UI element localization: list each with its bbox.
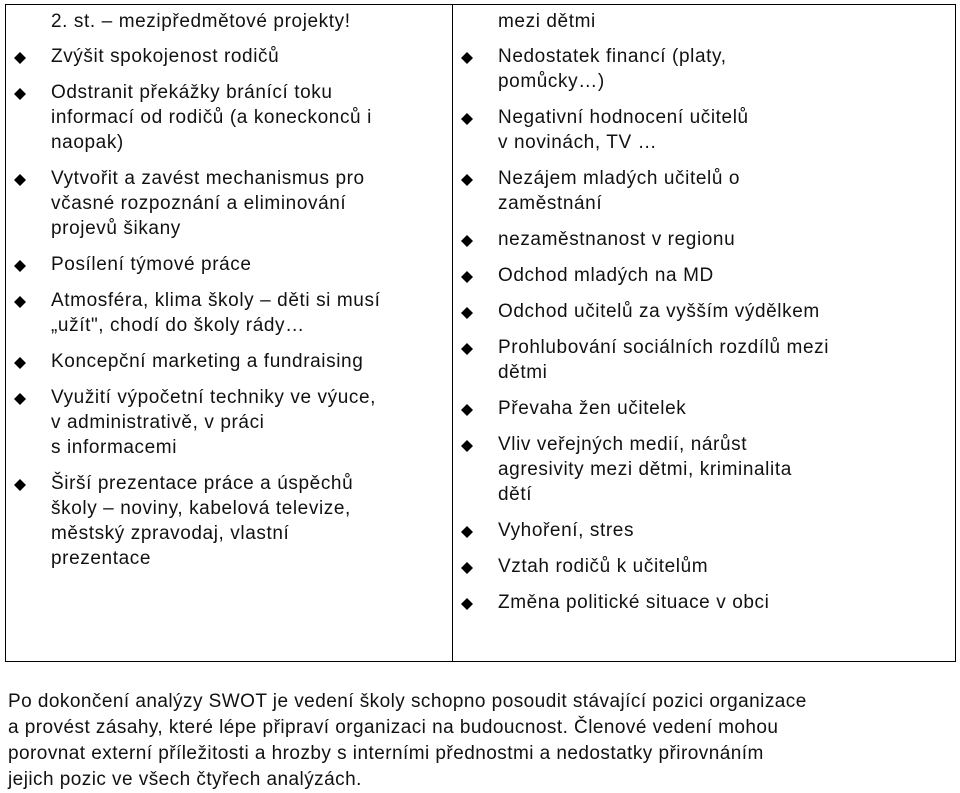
diamond-bullet-icon [461, 307, 473, 319]
threats-column [453, 5, 955, 661]
list-item-text: Odchod mladých na MD [498, 265, 714, 286]
list-item-text: Převaha žen učitelek [498, 398, 687, 419]
strengths-column [6, 5, 453, 661]
diamond-bullet-icon [14, 88, 26, 100]
list-item [498, 396, 947, 421]
summary-line: a provést zásahy, které lépe připraví organizaci na budoucnost. Členové vedení mohou [8, 717, 779, 738]
left-column-heading: 2. st. – mezipředmětové projekty! [51, 11, 351, 32]
diamond-bullet-icon [461, 598, 473, 610]
list-item [51, 288, 444, 338]
diamond-bullet-icon [14, 393, 26, 405]
summary-line: porovnat externí příležitosti a hrozby s interními přednostmi a nedostatky přirovnáním [8, 743, 764, 764]
list-item [51, 166, 444, 241]
diamond-bullet-icon [461, 343, 473, 355]
list-item [498, 44, 947, 94]
list-item-text: Vztah rodičů k učitelům [498, 556, 709, 577]
list-item-text: Negativní hodnocení učitelů v novinách, TV … [498, 107, 749, 153]
list-item [498, 518, 947, 543]
list-item-text: Nezájem mladých učitelů o zaměstnání [498, 168, 741, 214]
list-item [51, 44, 444, 69]
diamond-bullet-icon [14, 296, 26, 308]
list-item [498, 335, 947, 385]
list-item-text: Atmosféra, klima školy – děti si musí „užít", chodí do školy rády… [51, 290, 381, 336]
list-item-text: Odchod učitelů za vyšším výdělkem [498, 301, 820, 322]
diamond-bullet-icon [14, 174, 26, 186]
list-item-text: Využití výpočetní techniky ve výuce, v administrativě, v práci s informacemi [51, 387, 377, 458]
left-bullet-list [51, 44, 444, 571]
summary-line: Po dokončení analýzy SWOT je vedení školy schopno posoudit stávající pozici organizace [8, 691, 807, 712]
list-item-text: Širší prezentace práce a úspěchů školy – noviny, kabelová televize, městský zpravodaj, vlastní prezentace [51, 473, 354, 569]
right-bullet-list [498, 44, 947, 615]
list-item-text: Vliv veřejných medií, nárůst agresivity mezi dětmi, kriminalita dětí [498, 434, 792, 505]
list-item [498, 166, 947, 216]
summary-paragraph [8, 689, 958, 793]
diamond-bullet-icon [461, 526, 473, 538]
diamond-bullet-icon [461, 404, 473, 416]
list-item [498, 554, 947, 579]
diamond-bullet-icon [461, 113, 473, 125]
list-item-text: Zvýšit spokojenost rodičů [51, 46, 280, 67]
list-item-text: Prohlubování sociálních rozdílů mezi dětmi [498, 337, 830, 383]
list-item [498, 227, 947, 252]
list-item [498, 263, 947, 288]
list-item-text: Odstranit překážky bránící toku informací od rodičů (a koneckonců i naopak) [51, 82, 372, 153]
swot-table [5, 4, 956, 662]
diamond-bullet-icon [461, 562, 473, 574]
right-column-heading: mezi dětmi [498, 11, 596, 32]
list-item [498, 299, 947, 324]
list-item-text: Vytvořit a zavést mechanismus pro včasné rozpoznání a eliminování projevů šikany [51, 168, 365, 239]
diamond-bullet-icon [14, 52, 26, 64]
list-item [498, 432, 947, 507]
diamond-bullet-icon [461, 440, 473, 452]
list-item-text: Posílení týmové práce [51, 254, 252, 275]
list-item-text: nezaměstnanost v regionu [498, 229, 736, 250]
list-item [51, 252, 444, 277]
diamond-bullet-icon [14, 357, 26, 369]
summary-line: jejich pozic ve všech čtyřech analýzách. [8, 769, 362, 790]
diamond-bullet-icon [461, 52, 473, 64]
list-item [51, 385, 444, 460]
list-item [498, 590, 947, 615]
diamond-bullet-icon [14, 260, 26, 272]
diamond-bullet-icon [461, 235, 473, 247]
diamond-bullet-icon [14, 479, 26, 491]
list-item [51, 349, 444, 374]
list-item [51, 471, 444, 571]
diamond-bullet-icon [461, 271, 473, 283]
list-item-text: Vyhoření, stres [498, 520, 635, 541]
list-item-text: Koncepční marketing a fundraising [51, 351, 364, 372]
list-item-text: Změna politické situace v obci [498, 592, 770, 613]
list-item [51, 80, 444, 155]
diamond-bullet-icon [461, 174, 473, 186]
list-item-text: Nedostatek financí (platy, pomůcky…) [498, 46, 727, 92]
list-item [498, 105, 947, 155]
